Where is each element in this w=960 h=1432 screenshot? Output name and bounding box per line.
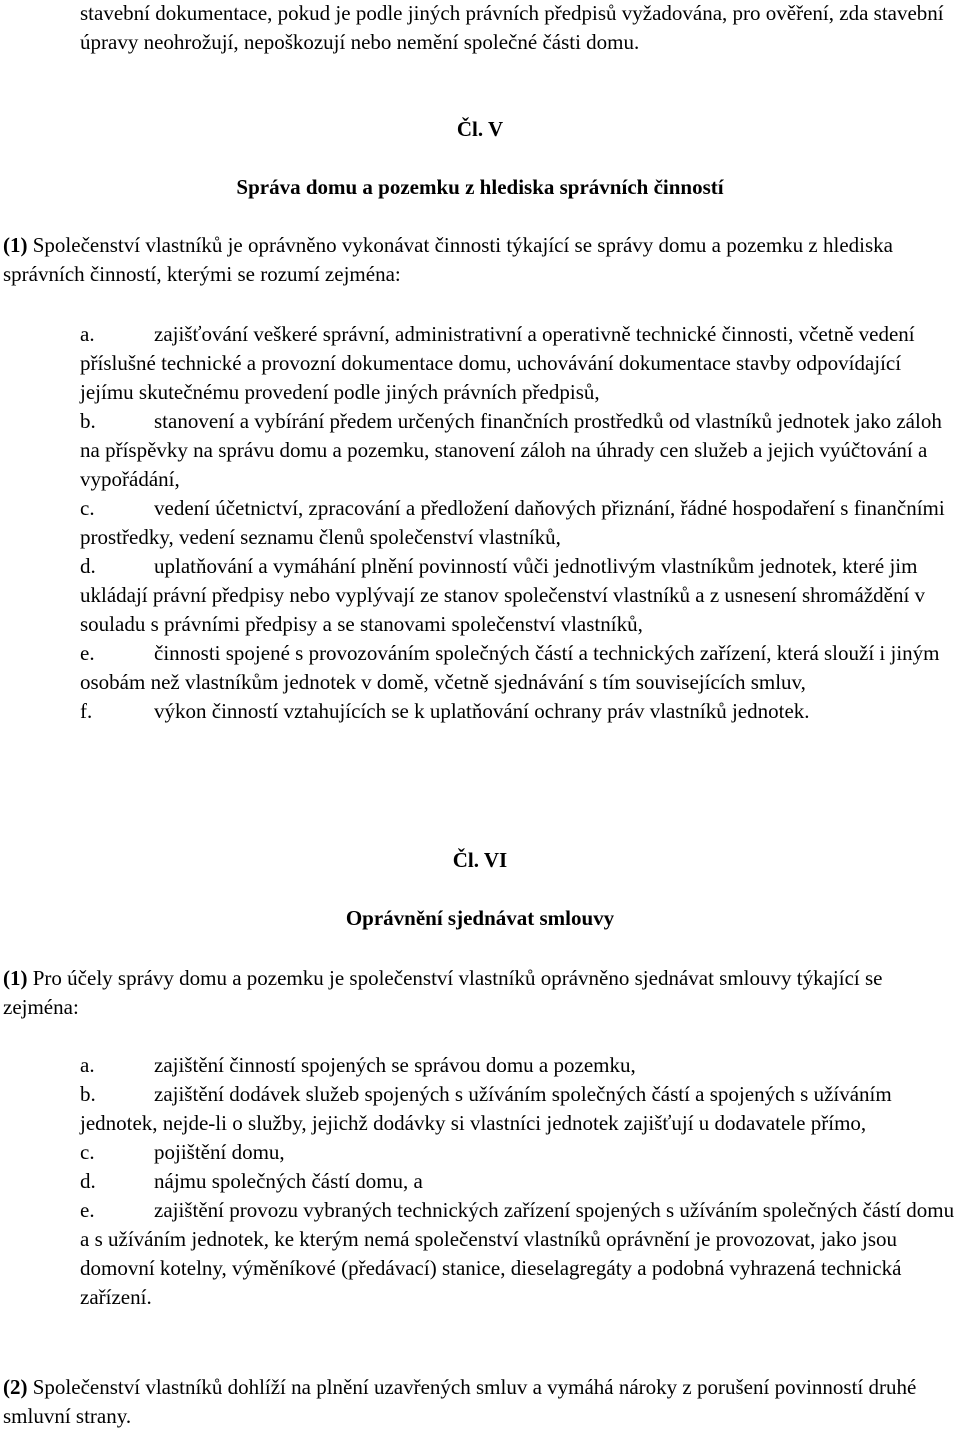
list-marker: c.	[80, 1140, 95, 1164]
article-5-list	[80, 320, 958, 726]
article-5-number: Čl. V	[456, 117, 504, 141]
list-marker: a.	[80, 322, 95, 346]
article-6-list	[80, 1051, 958, 1312]
list-item-text: činnosti spojené s provozováním společných částí a technických zařízení, která slouží i jiným osobám než vlastníkům jednotek v domě, včetně sjednávání s tím souvisejících smluv,	[80, 641, 940, 694]
article-5-paragraph-1	[3, 231, 953, 289]
list-item-text: zajišťování veškeré správní, administrativní a operativně technické činnosti, včetně vedení příslušné technické a provozní dokumentace domu, uchovávání dokumentace stavby odpovídající jejímu skutečnému provedení podle jiných právních předpisů,	[80, 322, 915, 404]
list-item	[80, 1196, 958, 1312]
article-6-number: Čl. VI	[452, 848, 508, 872]
article-6-title: Oprávnění sjednávat smlouvy	[345, 906, 615, 930]
paragraph-number: (1)	[3, 233, 28, 257]
list-item-text: pojištění domu,	[154, 1140, 285, 1164]
list-marker: a.	[80, 1053, 95, 1077]
list-marker: b.	[80, 1082, 96, 1106]
list-marker: c.	[80, 496, 95, 520]
list-item-text: nájmu společných částí domu, a	[154, 1169, 423, 1193]
list-item-text: vedení účetnictví, zpracování a předložení daňových přiznání, řádné hospodaření s finančními prostředky, vedení seznamu členů společenství vlastníků,	[80, 496, 945, 549]
list-item	[80, 407, 958, 494]
list-item-text: zajištění provozu vybraných technických zařízení spojených s užíváním společných částí domu a s užíváním jednotek, ke kterým nemá společenství vlastníků oprávnění je provozovat, jako jsou domovní kotelny, výměníkové (předávací) stanice, dieselagregáty a podobná vyhrazená technická zařízení.	[80, 1198, 955, 1309]
list-marker: d.	[80, 554, 96, 578]
list-marker: b.	[80, 409, 96, 433]
paragraph-text: Pro účely správy domu a pozemku je společenství vlastníků oprávněno sjednávat smlouvy týkající se zejména:	[3, 966, 883, 1019]
list-item	[80, 1138, 958, 1167]
list-item	[80, 1051, 958, 1080]
list-item-text: výkon činností vztahujících se k uplatňování ochrany práv vlastníků jednotek.	[154, 699, 810, 723]
list-item	[80, 320, 958, 407]
list-item	[80, 639, 958, 697]
list-marker: d.	[80, 1169, 96, 1193]
paragraph-number: (2)	[3, 1375, 28, 1399]
list-item	[80, 494, 958, 552]
list-marker: f.	[80, 699, 93, 723]
paragraph-text: Společenství vlastníků je oprávněno vykonávat činnosti týkající se správy domu a pozemku z hlediska správních činností, kterými se rozumí zejména:	[3, 233, 893, 286]
paragraph-text: Společenství vlastníků dohlíží na plnění uzavřených smluv a vymáhá nároky z porušení povinností druhé smluvní strany.	[3, 1375, 917, 1428]
paragraph-number: (1)	[3, 966, 28, 990]
list-item	[80, 697, 958, 726]
article-6-paragraph-2	[3, 1373, 953, 1431]
list-item	[80, 552, 958, 639]
list-item	[80, 1167, 958, 1196]
list-item	[80, 1080, 958, 1138]
intro-continuation: stavební dokumentace, pokud je podle jiných právních předpisů vyžadována, pro ověření, zda stavební úpravy neohrožují, nepoškozují nebo nemění společné části domu.	[80, 1, 944, 54]
article-6-paragraph-1	[3, 964, 953, 1022]
list-marker: e.	[80, 641, 95, 665]
list-item-text: uplatňování a vymáhání plnění povinností vůči jednotlivým vlastníkům jednotek, které jim ukládají právní předpisy nebo vyplývají ze stanov společenství vlastníků a z usnesení shromáždění v souladu s právními předpisy a se stanovami společenství vlastníků,	[80, 554, 926, 636]
list-item-text: zajištění činností spojených se správou domu a pozemku,	[154, 1053, 636, 1077]
list-item-text: stanovení a vybírání předem určených finančních prostředků od vlastníků jednotek jako záloh na příspěvky na správu domu a pozemku, stanovení záloh na úhrady cen služeb a jejich vyúčtování a vypořádání,	[80, 409, 942, 491]
article-5-title: Správa domu a pozemku z hlediska správních činností	[236, 175, 724, 199]
list-item-text: zajištění dodávek služeb spojených s užíváním společných částí a spojených s užíváním jednotek, nejde-li o služby, jejichž dodávky si vlastníci jednotek zajišťují u dodavatele přímo,	[80, 1082, 892, 1135]
list-marker: e.	[80, 1198, 95, 1222]
